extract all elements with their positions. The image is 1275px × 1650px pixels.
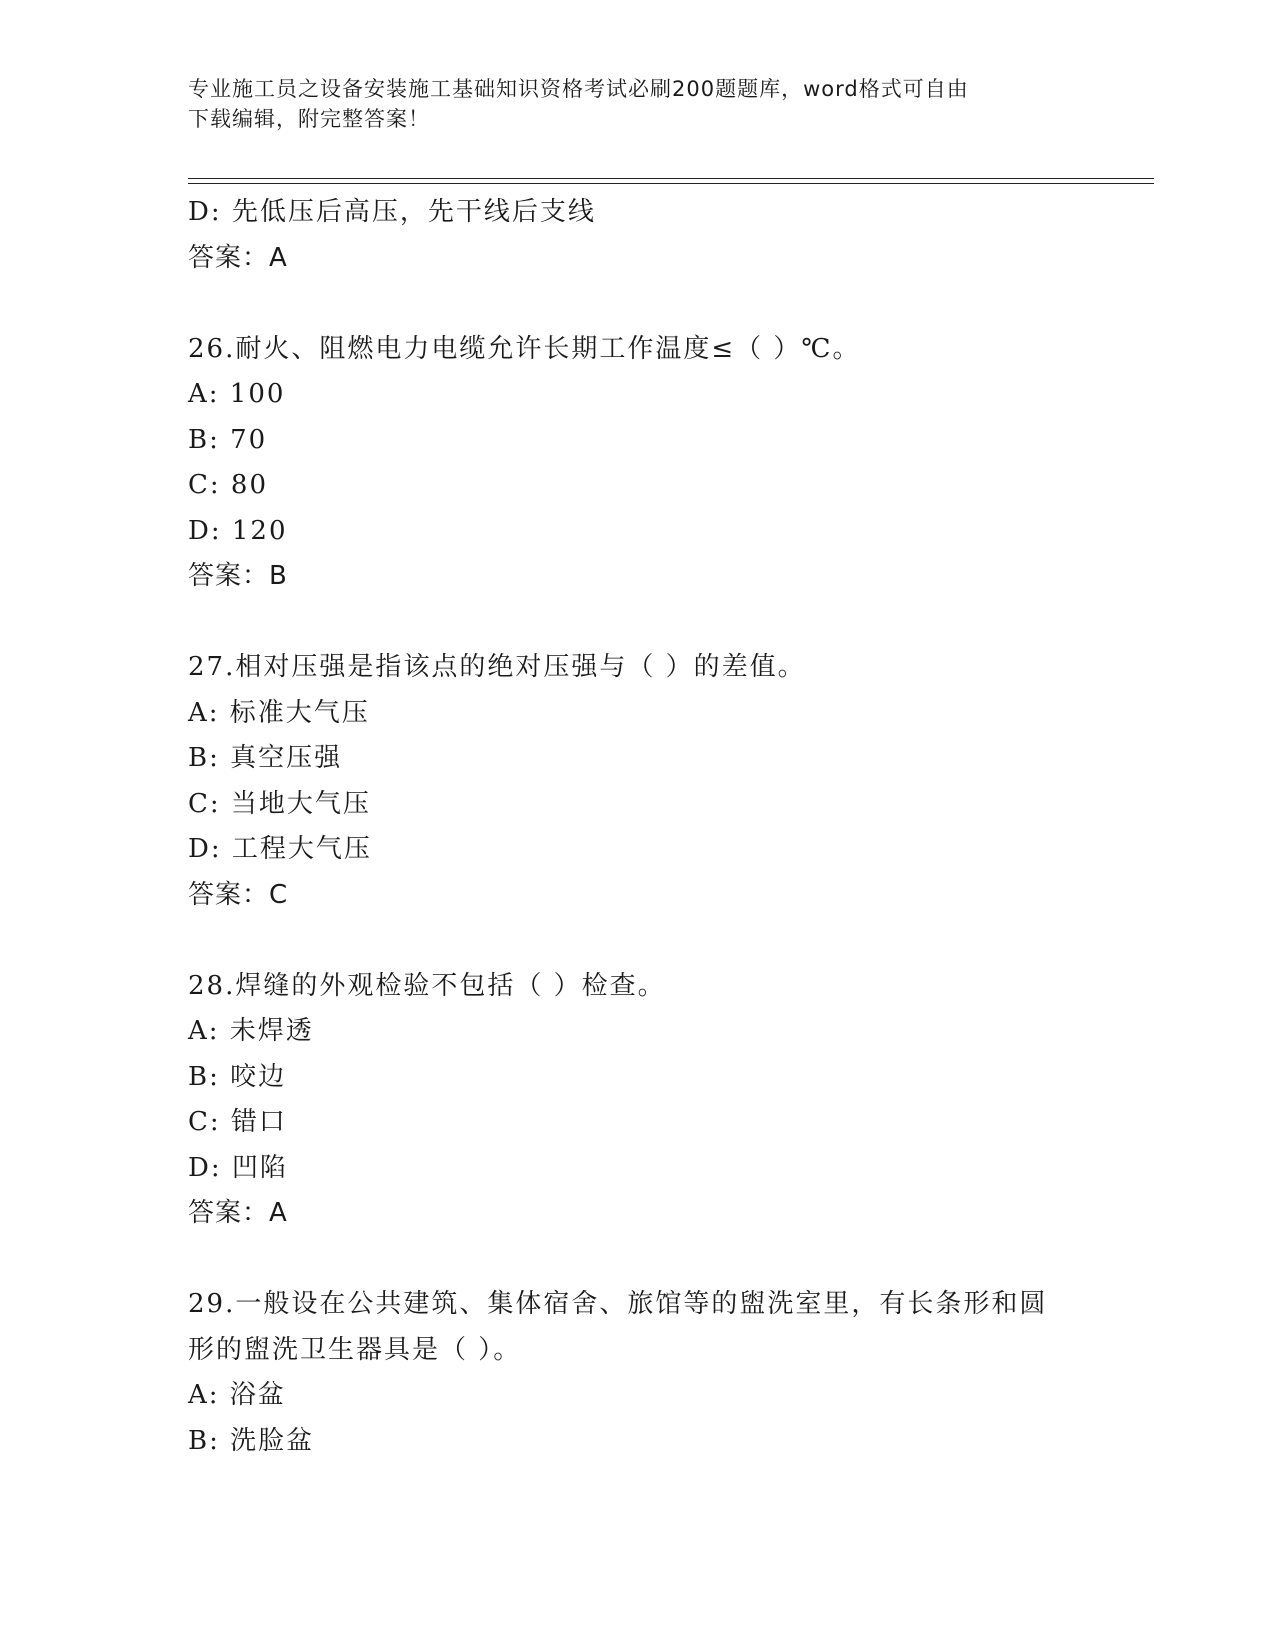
header-rule-bottom xyxy=(188,183,1154,184)
option-b: B: 咬边 xyxy=(188,1061,287,1092)
question-block-prev xyxy=(188,190,1088,281)
question-stem: 28.焊缝的外观检验不包括（ ）检查。 xyxy=(188,970,666,1001)
question-stem: 27.相对压强是指该点的绝对压强与（ ）的差值。 xyxy=(188,652,806,682)
spacer xyxy=(188,1237,1088,1283)
header-title-line1: 专业施工员之设备安装施工基础知识资格考试必刷200题题库，word格式可自由 xyxy=(188,77,969,101)
answer: 答案：B xyxy=(188,561,288,591)
question-stem-line1: 29.一般设在公共建筑、集体宿舍、旅馆等的盥洗室里，有长条形和圆 xyxy=(188,1289,1048,1319)
question-stem-line2: 形的盥洗卫生器具是（ ）。 xyxy=(188,1334,522,1365)
spacer xyxy=(188,600,1088,646)
option-a: A: 标准大气压 xyxy=(188,697,370,728)
question-list xyxy=(188,190,1088,1464)
option-a: A: 浴盆 xyxy=(188,1380,286,1410)
option-b: B: 洗脸盆 xyxy=(188,1425,315,1456)
option-d: D: 先低压后高压，先干线后支线 xyxy=(188,197,596,227)
question-block-28 xyxy=(188,964,1088,1237)
spacer xyxy=(188,281,1088,327)
question-block-27 xyxy=(188,645,1088,918)
option-a: A: 未焊透 xyxy=(188,1016,314,1046)
answer: 答案：A xyxy=(188,242,288,273)
option-c: C: 80 xyxy=(188,470,269,500)
page-header xyxy=(188,74,1068,134)
option-c: C: 当地大气压 xyxy=(188,788,371,819)
answer: 答案：C xyxy=(188,879,289,910)
question-block-26 xyxy=(188,327,1088,600)
option-d: D: 凹陷 xyxy=(188,1152,288,1183)
question-block-29 xyxy=(188,1282,1088,1464)
option-d: D: 120 xyxy=(188,515,288,546)
question-stem: 26.耐火、阻燃电力电缆允许长期工作温度≤（ ）℃。 xyxy=(188,333,861,364)
spacer xyxy=(188,918,1088,964)
option-c: C: 错口 xyxy=(188,1107,287,1137)
option-d: D: 工程大气压 xyxy=(188,834,372,864)
option-b: B: 70 xyxy=(188,424,268,455)
option-a: A: 100 xyxy=(188,379,286,409)
answer: 答案：A xyxy=(188,1198,288,1228)
header-rule-top xyxy=(188,178,1154,179)
option-b: B: 真空压强 xyxy=(188,743,343,773)
header-title-line2: 下载编辑，附完整答案！ xyxy=(188,107,430,131)
